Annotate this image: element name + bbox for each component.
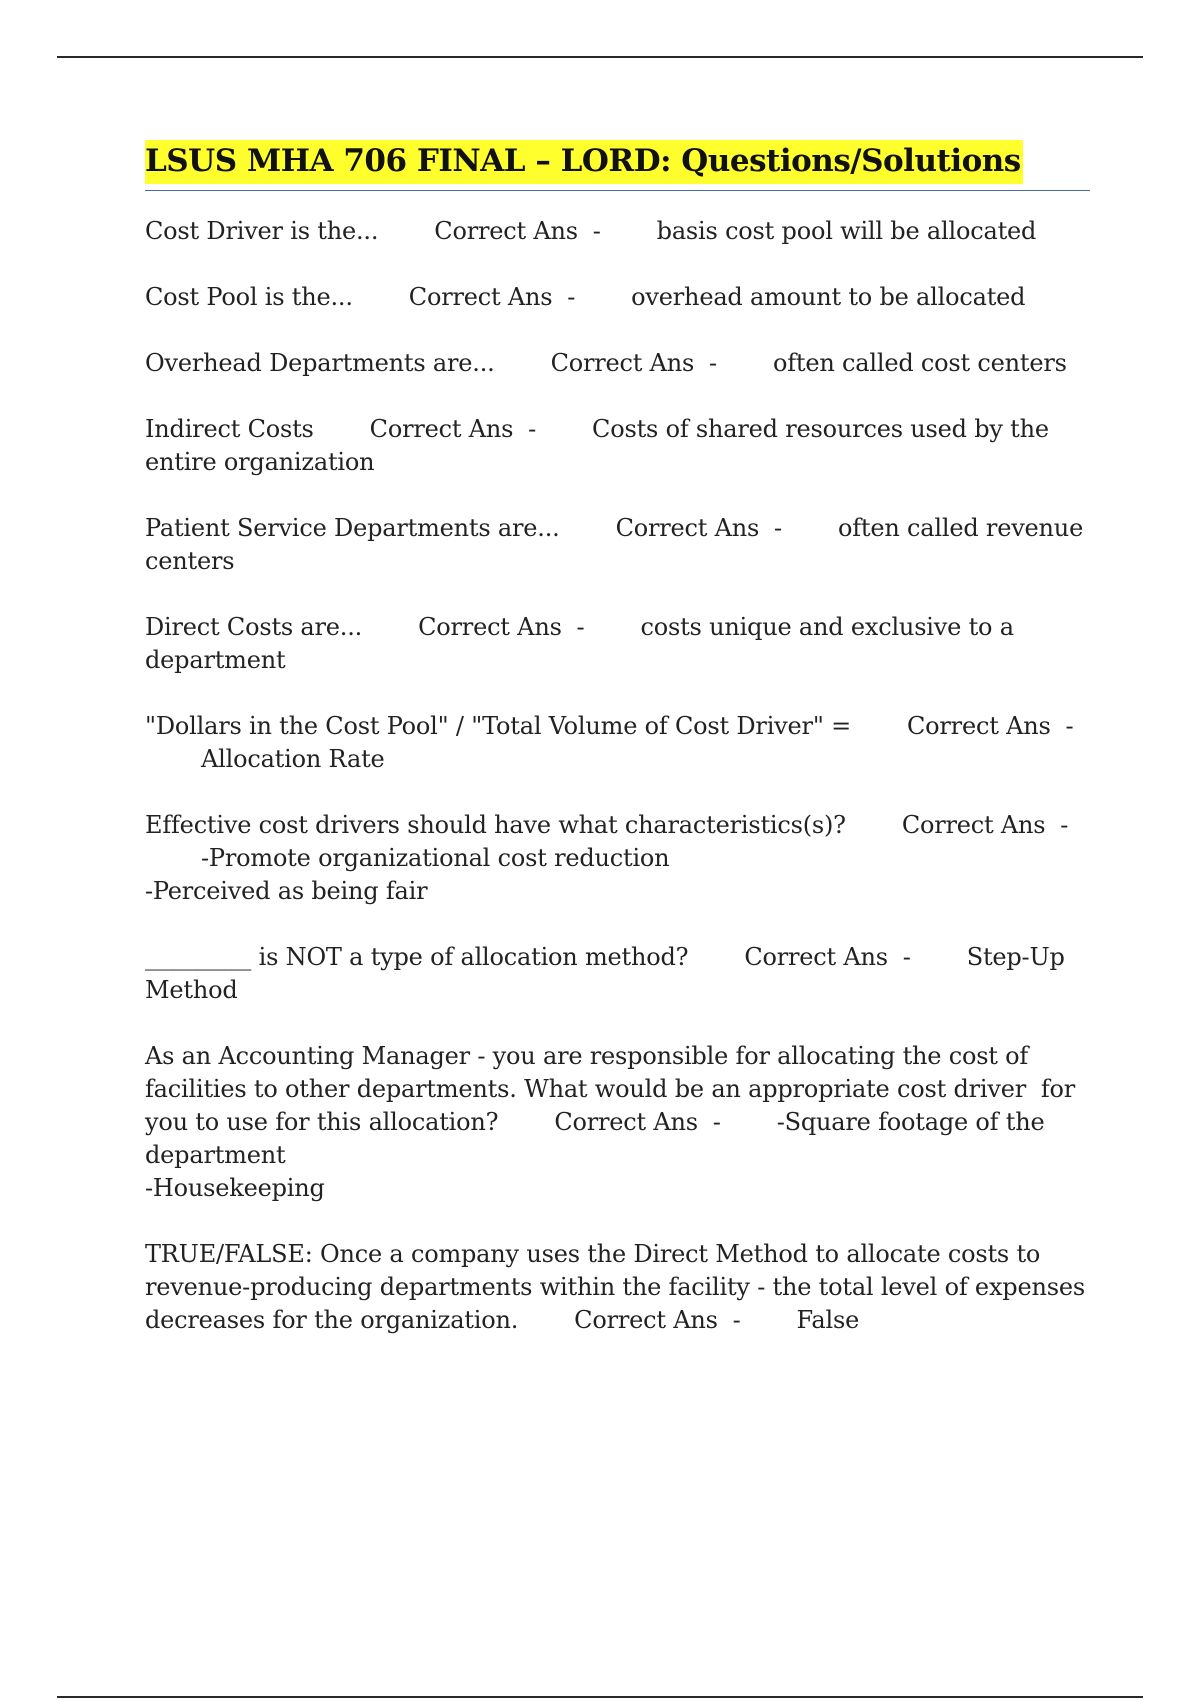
- correct-ans-label: Correct Ans: [408, 283, 553, 311]
- answer-text: often called revenue centers: [145, 514, 1091, 575]
- question-text: Indirect Costs: [145, 415, 314, 443]
- qa-item: [145, 710, 1090, 776]
- answer-dash: -: [697, 1108, 721, 1136]
- qa-list: [145, 215, 1093, 1337]
- qa-item: [145, 1238, 1093, 1337]
- qa-item: [145, 1040, 1090, 1205]
- answer-dash: -: [577, 217, 601, 245]
- document-title: LSUS MHA 706 FINAL – LORD: Questions/Solutions: [145, 140, 1023, 184]
- answer-text: Allocation Rate: [201, 745, 385, 773]
- answer-text: overhead amount to be allocated: [631, 283, 1026, 311]
- answer-dash: -: [552, 283, 576, 311]
- correct-ans-label: Correct Ans: [907, 712, 1051, 740]
- answer-text: Step-Up Method: [145, 943, 1073, 1004]
- answer-dash: -: [887, 943, 911, 971]
- answer-text: often called cost centers: [772, 349, 1067, 377]
- answer-dash: -: [1045, 811, 1069, 839]
- answer-dash: -: [561, 613, 585, 641]
- answer-dash: -: [1050, 712, 1074, 740]
- title-underline: [145, 140, 1090, 191]
- document-body: [145, 140, 1093, 1370]
- correct-ans-label: Correct Ans: [615, 514, 760, 542]
- answer-dash: -: [694, 349, 717, 377]
- page-bottom-rule: [57, 1696, 1143, 1698]
- question-text: "Dollars in the Cost Pool" / "Total Volume of Cost Driver" =: [145, 712, 851, 740]
- correct-ans-label: Correct Ans: [901, 811, 1046, 839]
- answer-text: costs unique and exclusive to a department: [145, 613, 1022, 674]
- answer-dash: -: [513, 415, 537, 443]
- answer-dash: -: [759, 514, 782, 542]
- question-text: Cost Pool is the...: [145, 283, 353, 311]
- correct-ans-label: Correct Ans: [369, 415, 514, 443]
- answer-text: -Square footage of the department -Housekeeping: [145, 1108, 1045, 1202]
- answer-text: basis cost pool will be allocated: [656, 217, 1037, 245]
- answer-text: False: [796, 1306, 860, 1334]
- question-text: Direct Costs are...: [145, 613, 363, 641]
- question-text: _________ is NOT a type of allocation method?: [145, 943, 689, 971]
- answer-dash: -: [717, 1306, 741, 1334]
- qa-item: [145, 809, 1090, 908]
- qa-item: [145, 941, 1090, 1007]
- correct-ans-label: Correct Ans: [554, 1108, 698, 1136]
- answer-text: -Promote organizational cost reduction -Perceived as being fair: [145, 844, 670, 905]
- correct-ans-label: Correct Ans: [550, 349, 695, 377]
- question-text: Cost Driver is the...: [145, 217, 379, 245]
- qa-item: [145, 611, 1090, 677]
- correct-ans-label: Correct Ans: [574, 1306, 718, 1334]
- correct-ans-label: Correct Ans: [434, 217, 578, 245]
- qa-item: [145, 347, 1090, 380]
- question-text: As an Accounting Manager - you are responsible for allocating the cost of facilities to other departments. What would be an appropriate cost driver for you to use for this allocation?: [145, 1042, 1083, 1136]
- answer-text: Costs of shared resources used by the entire organization: [145, 415, 1057, 476]
- question-text: TRUE/FALSE: Once a company uses the Direct Method to allocate costs to revenue-producing departments within the facility - the total level of expenses decreases for the organization.: [145, 1240, 1093, 1334]
- qa-item: [145, 281, 1090, 314]
- page-top-rule: [57, 56, 1143, 58]
- question-text: Effective cost drivers should have what characteristics(s)?: [145, 811, 846, 839]
- question-text: Overhead Departments are...: [145, 349, 495, 377]
- correct-ans-label: Correct Ans: [744, 943, 888, 971]
- qa-item: [145, 512, 1090, 578]
- qa-item: [145, 413, 1090, 479]
- correct-ans-label: Correct Ans: [418, 613, 562, 641]
- qa-item: [145, 215, 1090, 248]
- question-text: Patient Service Departments are...: [145, 514, 560, 542]
